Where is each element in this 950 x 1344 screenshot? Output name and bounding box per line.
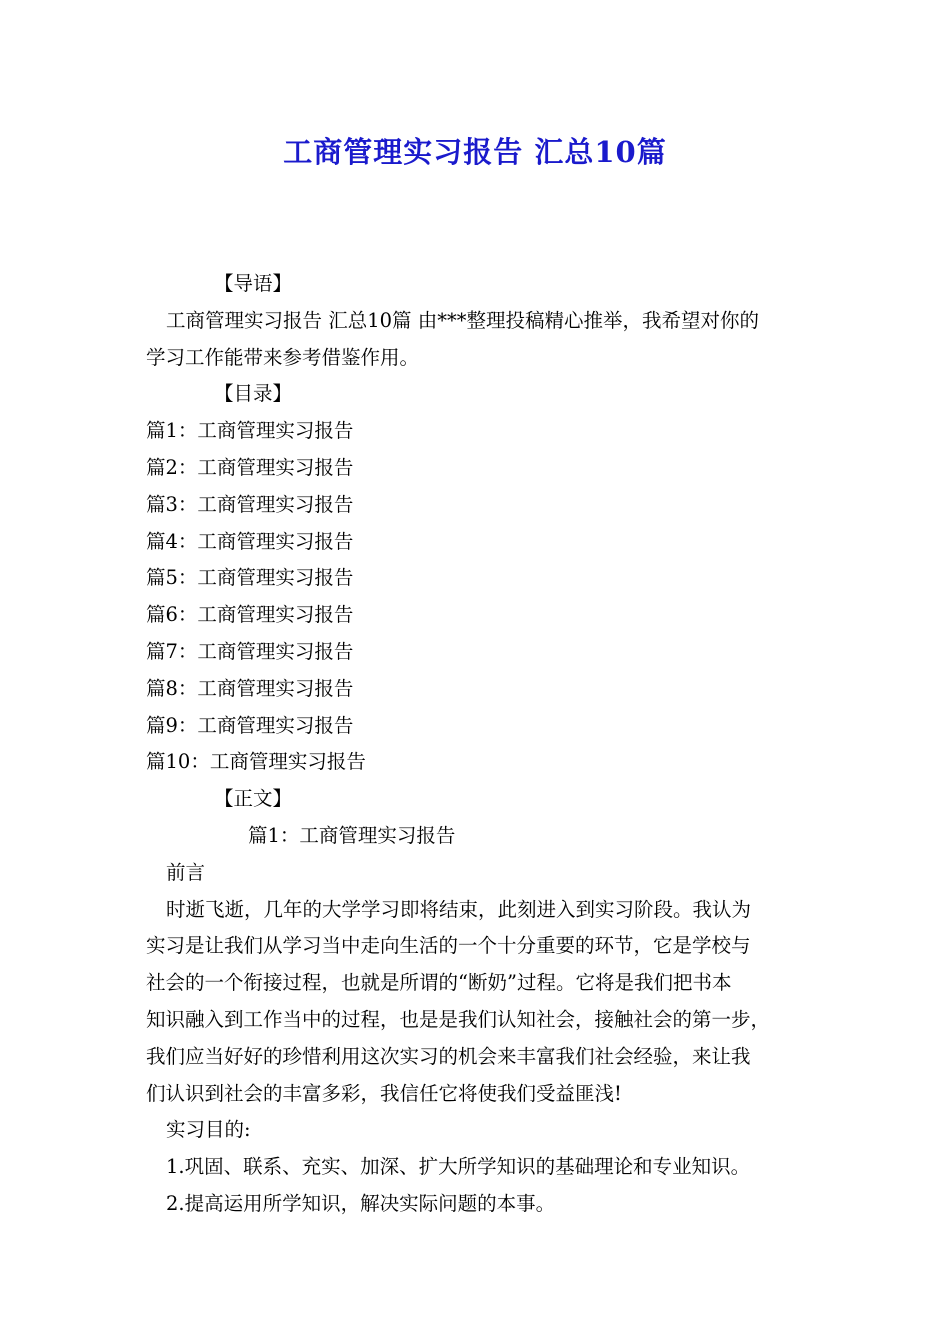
toc-item: 篇9：工商管理实习报告 bbox=[146, 713, 354, 737]
lead-line: 学习工作能带来参考借鉴作用。 bbox=[146, 345, 420, 369]
purpose-item: 1.巩固、联系、充实、加深、扩大所学知识的基础理论和专业知识。 bbox=[166, 1155, 751, 1179]
toc-item: 篇4：工商管理实习报告 bbox=[146, 529, 354, 553]
preface-line: 社会的一个衔接过程，也就是所谓的“断奶”过程。它将是我们把书本 bbox=[146, 971, 732, 995]
toc-item: 篇6：工商管理实习报告 bbox=[146, 603, 354, 627]
preface-line: 我们应当好好的珍惜利用这次实习的机会来丰富我们社会经验，来让我 bbox=[146, 1044, 751, 1068]
article-heading: 篇1：工商管理实习报告 bbox=[248, 823, 456, 847]
preface-line: 知识融入到工作当中的过程，也是是我们认知社会，接触社会的第一步， bbox=[146, 1007, 771, 1031]
document-body bbox=[146, 266, 808, 1223]
toc-item: 篇2：工商管理实习报告 bbox=[146, 455, 354, 479]
toc-item: 篇8：工商管理实习报告 bbox=[146, 676, 354, 700]
toc-heading: 【目录】 bbox=[214, 382, 293, 406]
lead-heading: 【导语】 bbox=[214, 272, 293, 295]
toc-item: 篇5：工商管理实习报告 bbox=[146, 566, 354, 590]
preface-line: 时逝飞逝，几年的大学学习即将结束，此刻进入到实习阶段。我认为 bbox=[166, 897, 752, 921]
document-title: 工商管理实习报告 汇总10篇 bbox=[283, 135, 667, 169]
body-heading: 【正文】 bbox=[214, 787, 293, 811]
toc-item: 篇7：工商管理实习报告 bbox=[146, 639, 354, 663]
preface-line: 们认识到社会的丰富多彩，我信任它将使我们受益匪浅! bbox=[146, 1081, 622, 1105]
toc-item: 篇3：工商管理实习报告 bbox=[146, 492, 354, 516]
toc-item: 篇1：工商管理实习报告 bbox=[146, 419, 354, 443]
purpose-label: 实习目的: bbox=[166, 1118, 251, 1142]
toc-item: 篇10：工商管理实习报告 bbox=[146, 750, 366, 774]
preface-label: 前言 bbox=[166, 860, 206, 884]
purpose-item: 2.提高运用所学知识，解决实际问题的本事。 bbox=[166, 1191, 556, 1215]
preface-line: 实习是让我们从学习当中走向生活的一个十分重要的环节，它是学校与 bbox=[146, 934, 751, 958]
lead-line: 工商管理实习报告 汇总10篇 由***整理投稿精心推举，我希望对你的 bbox=[166, 308, 759, 332]
